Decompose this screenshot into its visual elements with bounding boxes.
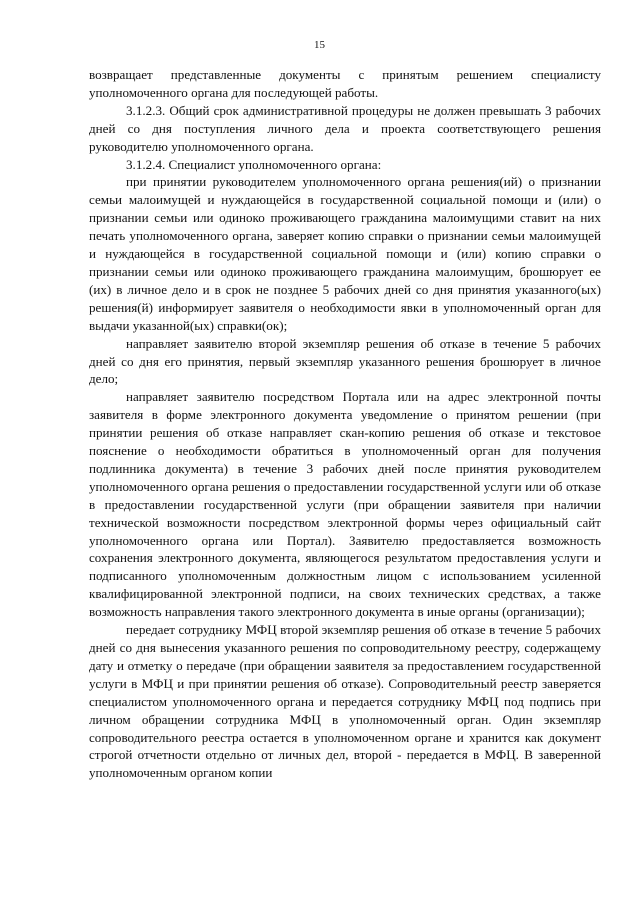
paragraph-3-1-2-3: 3.1.2.3. Общий срок административной процедуры не должен превышать 3 рабочих дней со дня поступления личного дела и проекта соответствующего решения руководителю уполномоченного органа. xyxy=(89,102,601,154)
paragraph-returns-documents: возвращает представленные документы с принятым решением специалисту уполномоченного органа для последующей работы. xyxy=(89,67,601,100)
page-number: 15 xyxy=(314,39,325,51)
paragraph-refusal-copy: направляет заявителю второй экземпляр решения об отказе в течение 5 рабочих дней со дня его принятия, первый экземпляр указанного решения брошюрует в личное дело; xyxy=(89,335,601,387)
paragraph-certificate-issuance: при принятии руководителем уполномоченного органа решения(ий) о признании семьи малоимущей и нуждающейся в государственной социальной помощи и (или) о признании семьи или одиноко проживающего гражданина малоимущими ставит на них печать уполномоченного органа, заверяет копию справки о признании семьи малоимущей и нуждающейся в государственной социальной помощи и (или) копию справки о признании семьи или одиноко проживающего гражданина малоимущим, брошюрует ее (их) в личное дело и в срок не позднее 5 рабочих дней со дня принятия указанного(ых) решения(й) информирует заявителя о необходимости явки в уполномоченный орган для выдачи указанной(ых) справки(ок); xyxy=(89,174,601,333)
document-body xyxy=(89,66,601,782)
paragraph-mfc-transfer: передает сотруднику МФЦ второй экземпляр решения об отказе в течение 5 рабочих дней со дня вынесения указанного решения по сопроводительному реестру, содержащему дату и отметку о передаче (при обращении заявителя за предоставлением государственной услуги в МФЦ и при принятии решения об отказе). Сопроводительный реестр заверяется специалистом уполномоченного органа и передается сотруднику МФЦ под подпись при личном обращении сотрудника МФЦ в уполномоченный орган. Один экземпляр сопроводительного реестра остается в уполномоченном органе и хранится как документ строгой отчетности отдельно от личных дел, второй - передается в МФЦ. В заверенной уполномоченным органом копии xyxy=(89,622,601,781)
paragraph-electronic-notice: направляет заявителю посредством Портала или на адрес электронной почты заявителя в форме электронного документа уведомление о принятом решении (при принятии решения об отказе направляет скан-копию решения об отказе и текстовое пояснение о необходимости обратиться в уполномоченный орган для получения подлинника документа) в течение 3 рабочих дней после принятия руководителем уполномоченного органа решения о предоставлении государственной услуги или об отказе в предоставлении государственной услуги (при обращении заявителя при наличии технической возможности посредством электронной формы через официальный сайт уполномоченного органа или Портал). Заявителю предоставляется возможность сохранения электронного документа, являющегося результатом предоставления услуги и подписанного уполномоченным должностным лицом с использованием усиленной квалифицированной электронной подписи, на своих технических средствах, а также возможность направления такого электронного документа в иные органы (организации); xyxy=(89,389,601,620)
paragraph-3-1-2-4: 3.1.2.4. Специалист уполномоченного органа: xyxy=(126,156,382,172)
